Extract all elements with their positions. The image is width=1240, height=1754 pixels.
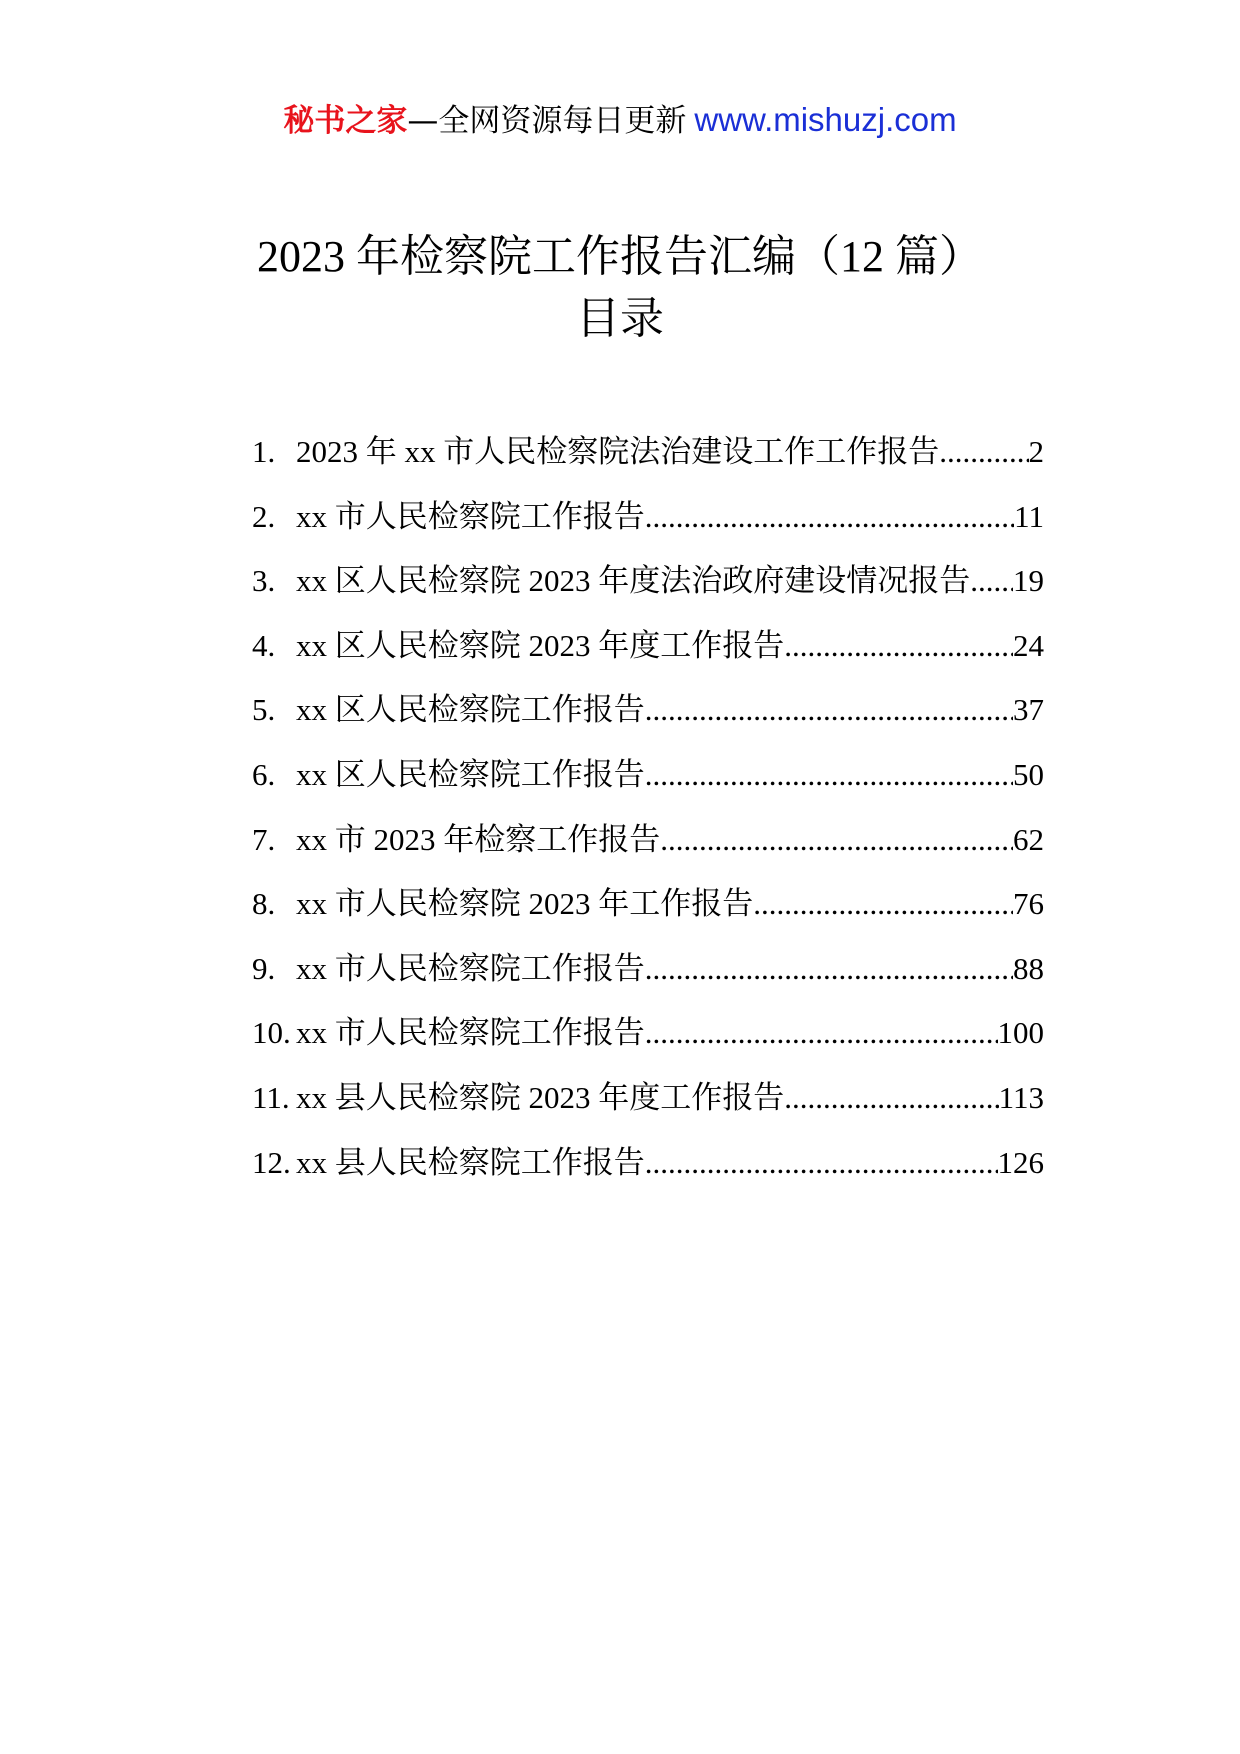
toc-entry[interactable] [252,614,1044,679]
toc-entry-page: 113 [998,1079,1044,1115]
toc-entry-number: 10. [252,1015,291,1051]
toc-dot-leader [645,678,1013,743]
toc-entry-title: xx 县人民检察院工作报告 [296,1144,645,1180]
toc-dot-leader [645,485,1014,550]
site-banner [0,98,1240,143]
table-of-contents [252,420,1044,1195]
toc-entry[interactable] [252,743,1044,808]
toc-entry[interactable] [252,1131,1044,1196]
toc-dot-leader [784,614,1013,679]
toc-entry[interactable] [252,549,1044,614]
toc-dot-leader [753,872,1013,937]
toc-entry-page: 37 [1013,692,1044,728]
toc-entry-page: 2 [1028,434,1044,469]
toc-dot-leader [970,549,1013,614]
toc-entry-page: 100 [997,1015,1044,1051]
toc-entry[interactable] [252,485,1044,550]
toc-dot-leader [645,743,1013,808]
toc-dot-leader [784,1066,998,1131]
toc-entry-title: xx 市人民检察院工作报告 [296,498,645,534]
toc-entry-page: 126 [997,1144,1044,1180]
toc-entry-page: 50 [1013,756,1044,792]
toc-entry-number: 6. [252,756,276,792]
toc-entry-title: xx 市 2023 年检察工作报告 [296,821,661,857]
toc-entry[interactable] [252,808,1044,873]
toc-entry-page: 62 [1013,821,1044,857]
toc-entry-page: 19 [1013,563,1044,599]
toc-entry-number: 2. [252,498,276,534]
toc-entry[interactable] [252,937,1044,1002]
toc-entry-title: xx 县人民检察院 2023 年度工作报告 [296,1079,785,1115]
brand-name: 秘书之家 [283,103,408,139]
toc-entry[interactable] [252,872,1044,937]
toc-entry[interactable] [252,1001,1044,1066]
toc-dot-leader [645,937,1013,1002]
banner-tagline: —全网资源每日更新 [407,103,687,139]
toc-entry-page: 24 [1013,627,1044,663]
document-title: 2023 年检察院工作报告汇编（12 篇） [257,232,983,281]
toc-entry-number: 3. [252,563,276,599]
toc-entry-title: xx 区人民检察院 2023 年度工作报告 [296,627,785,663]
toc-entry-number: 5. [252,692,276,728]
toc-entry-title: xx 市人民检察院 2023 年工作报告 [296,886,754,922]
toc-entry-page: 88 [1013,950,1044,986]
toc-dot-leader [939,420,1028,485]
toc-heading: 目录 [576,294,664,343]
toc-entry-title: xx 市人民检察院工作报告 [296,950,645,986]
toc-entry-title: xx 市人民检察院工作报告 [296,1015,645,1051]
toc-entry-number: 7. [252,821,276,857]
toc-entry-title: xx 区人民检察院 2023 年度法治政府建设情况报告 [296,563,971,599]
toc-dot-leader [645,1131,998,1196]
toc-entry-number: 12. [252,1144,291,1180]
toc-dot-leader [660,808,1013,873]
toc-entry-number: 4. [252,627,276,663]
toc-entry-number: 1. [252,434,276,469]
toc-entry[interactable] [252,420,1044,485]
toc-entry[interactable] [252,678,1044,743]
toc-entry-number: 11. [252,1079,290,1115]
toc-entry-number: 8. [252,886,276,922]
toc-entry-number: 9. [252,950,276,986]
site-url-link[interactable]: www.mishuzj.com [694,101,957,138]
toc-entry-title: xx 区人民检察院工作报告 [296,692,645,728]
toc-entry-page: 76 [1013,886,1044,922]
toc-dot-leader [645,1001,998,1066]
toc-entry-title: xx 区人民检察院工作报告 [296,756,645,792]
toc-entry-title: 2023 年 xx 市人民检察院法治建设工作工作报告 [296,434,940,469]
toc-entry[interactable] [252,1066,1044,1131]
toc-entry-page: 11 [1014,498,1044,534]
